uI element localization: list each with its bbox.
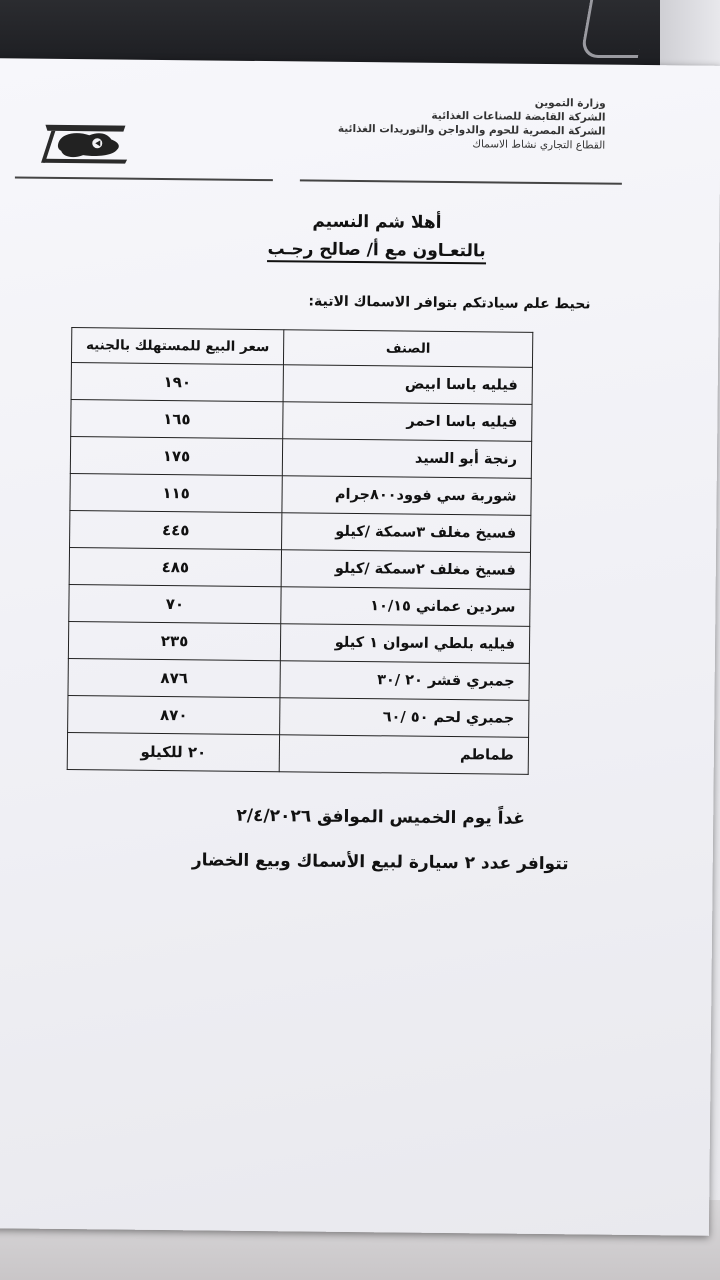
table-row [71,400,532,442]
price-table [67,327,534,775]
document-content [0,58,720,1236]
item-cell: فيليه بلطي اسوان ١ كيلو [280,624,529,664]
letterhead-holding-company: الشركة القابضة للصناعات الغذائية [431,109,606,124]
price-cell: ١٩٠ [71,363,283,402]
price-cell: ٧٠ [69,585,281,624]
price-cell: ١٧٥ [70,437,282,476]
column-header-item: الصنف [284,330,533,368]
heading-greeting: أهلا شم النسيم [312,211,442,233]
letterhead [338,94,606,153]
table-row [70,474,531,516]
table-row [70,511,531,553]
divider-line [300,179,622,184]
item-cell: فيليه باسا ابيض [283,365,532,405]
price-cell: ٨٧٦ [68,659,280,698]
intro-text: نحيط علم سيادتكم بتوافر الاسماك الاتية: [308,293,591,313]
column-header-price: سعر البيع للمستهلك بالجنيه [71,328,283,365]
heading-cooperation [0,236,719,264]
table-row [67,733,528,775]
price-cell: ٢٠ للكيلو [67,733,279,772]
divider-line [15,176,273,181]
heading-cooperation-text: بالتعـاون مع أ/ صالح رجـب [267,239,485,264]
table-row [69,585,530,627]
table-row [68,659,529,701]
item-cell: طماطم [279,735,528,775]
price-cell: ٤٤٥ [70,511,282,550]
company-logo-icon [37,119,133,170]
binder-clip [580,0,648,58]
item-cell: فسيخ مغلف ٣سمكة /كيلو [282,513,531,553]
price-cell: ١١٥ [70,474,282,513]
item-cell: فسيخ مغلف ٢سمكة /كيلو [281,550,530,590]
item-cell: شوربة سي فوود٨٠٠جرام [282,476,531,516]
item-cell: رنجة أبو السيد [282,439,531,479]
price-cell: ٨٧٠ [68,696,280,735]
letterhead-company: الشركة المصرية للحوم والدواجن والتوريدات الغذائية [337,122,606,138]
table-header-row [71,328,532,368]
table-row [69,548,530,590]
item-cell: سردين عماني ١٠/١٥ [281,587,530,627]
table-row [70,437,531,479]
document-page [0,58,720,1236]
letterhead-ministry: وزارة التموين [534,96,606,110]
item-cell: جمبري قشر ٢٠ /٣٠ [280,661,529,701]
item-cell: جمبري لحم ٥٠ /٦٠ [280,698,529,738]
footer-note-line: تتوافر عدد ٢ سيارة لبيع الأسماك وبيع الخضار [191,850,569,875]
price-cell: ٢٣٥ [68,622,280,661]
table-row [68,622,529,664]
price-cell: ٤٨٥ [69,548,281,587]
table-row [68,696,529,738]
table-row [71,363,532,405]
price-cell: ١٦٥ [71,400,283,439]
letterhead-sector: القطاع التجاري نشاط الاسماك [472,138,606,152]
footer-date-line: غداً يوم الخميس الموافق ٢/٤/٢٠٢٦ [236,805,526,829]
item-cell: فيليه باسا احمر [283,402,532,442]
